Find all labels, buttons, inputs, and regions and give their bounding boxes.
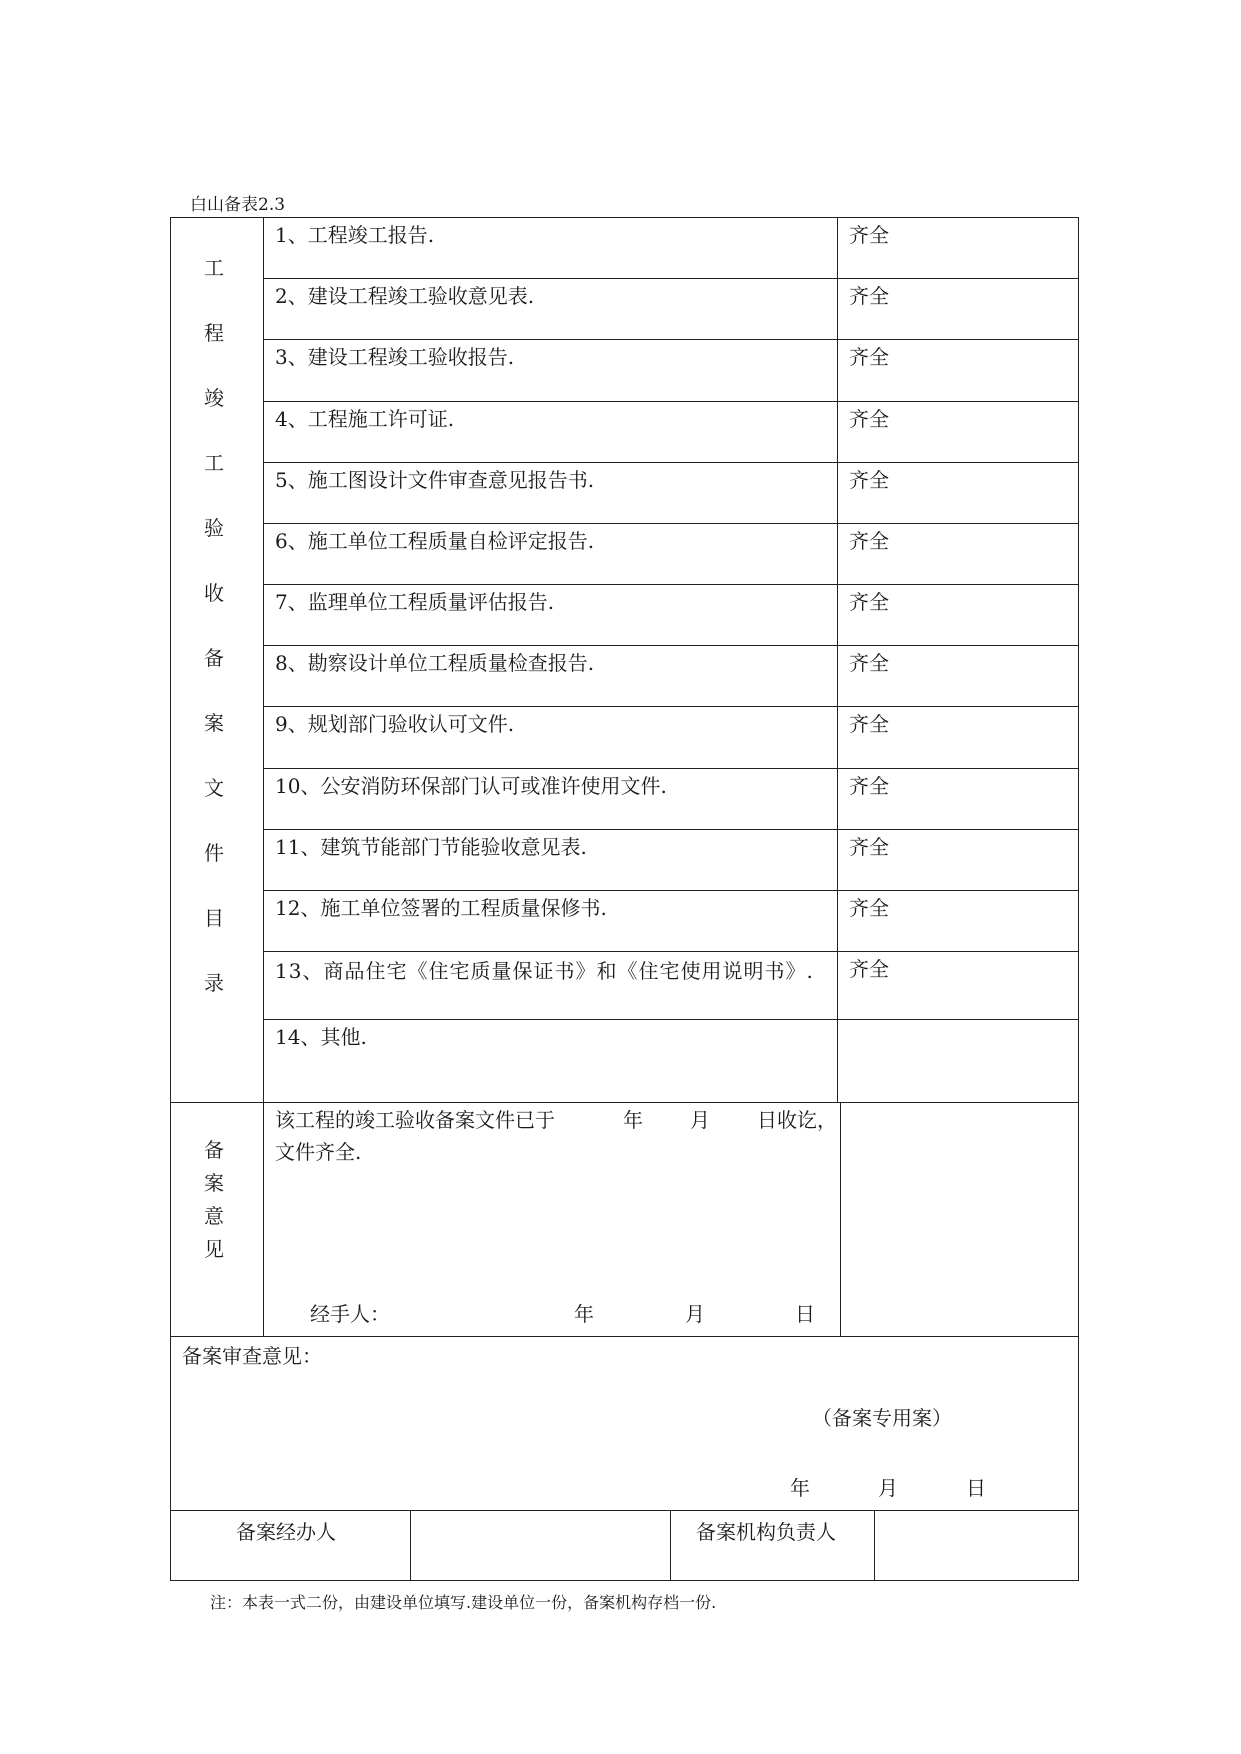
side-label-char: 程	[204, 321, 224, 345]
side-label-char: 工	[204, 451, 224, 475]
filing-handler-label: 备案经办人	[236, 1520, 336, 1544]
item-row-divider	[263, 462, 1079, 463]
side-label-char: 见	[204, 1237, 224, 1261]
statement-text: 文件齐全.	[275, 1140, 362, 1164]
statement-text: 该工程的竣工验收备案文件已于	[275, 1108, 555, 1132]
list-item: 9、规划部门验收认可文件.	[275, 712, 515, 736]
list-item: 3、建设工程竣工验收报告.	[275, 345, 515, 369]
item-row-divider	[263, 1019, 1079, 1020]
filing-head-label: 备案机构负责人	[696, 1520, 836, 1544]
list-item: 5、施工图设计文件审查意见报告书.	[275, 468, 595, 492]
sign-year: 年	[574, 1302, 594, 1326]
list-item: 10、公安消防环保部门认可或准许使用文件.	[275, 774, 667, 798]
item-row-divider	[263, 584, 1079, 585]
item-row-divider	[263, 339, 1079, 340]
status-value: 齐全	[849, 529, 889, 553]
list-item: 11、建筑节能部门节能验收意见表.	[275, 835, 587, 859]
list-item: 13、商品住宅《住宅质量保证书》和《住宅使用说明书》.	[275, 959, 814, 983]
item-row-divider	[263, 706, 1079, 707]
table-top-border	[170, 217, 1079, 218]
item-row-divider	[263, 890, 1079, 891]
review-opinion-title: 备案审查意见：	[182, 1344, 322, 1368]
side-label-char: 件	[204, 841, 224, 865]
side-label-char: 备	[204, 1138, 224, 1162]
signer-column-divider	[410, 1510, 411, 1581]
stamp-note: （备案专用案）	[812, 1406, 952, 1430]
status-value: 齐全	[849, 896, 889, 920]
side-label-char: 目	[204, 906, 224, 930]
list-item: 2、建设工程竣工验收意见表.	[275, 284, 535, 308]
section-divider	[170, 1336, 1079, 1337]
statement-day: 日收讫，	[757, 1108, 837, 1132]
status-value: 齐全	[849, 223, 889, 247]
list-item: 12、施工单位签署的工程质量保修书.	[275, 896, 607, 920]
section-divider	[170, 1102, 1079, 1103]
review-month: 月	[878, 1476, 898, 1500]
list-item: 14、其他.	[275, 1025, 367, 1049]
status-value: 齐全	[849, 957, 889, 981]
status-value: 齐全	[849, 835, 889, 859]
item-row-divider	[263, 768, 1079, 769]
status-value: 齐全	[849, 774, 889, 798]
opinion-column-divider	[840, 1102, 841, 1337]
signer-column-divider	[874, 1510, 875, 1581]
section-divider	[170, 1510, 1079, 1511]
item-row-divider	[263, 401, 1079, 402]
list-item: 8、勘察设计单位工程质量检查报告.	[275, 651, 595, 675]
item-row-divider	[263, 278, 1079, 279]
item-row-divider	[263, 523, 1079, 524]
table-bottom-border	[170, 1580, 1079, 1581]
item-row-divider	[263, 645, 1079, 646]
side-label-char: 验	[204, 516, 224, 540]
list-item: 4、工程施工许可证.	[275, 407, 455, 431]
side-label-char: 工	[204, 256, 224, 280]
table-right-border	[1078, 217, 1079, 1581]
sign-day: 日	[795, 1302, 815, 1326]
side-label-char: 竣	[204, 386, 224, 410]
side-label-char: 文	[204, 776, 224, 800]
item-row-divider	[263, 951, 1079, 952]
status-value: 齐全	[849, 468, 889, 492]
table-left-border	[170, 217, 171, 1581]
handler-label: 经手人：	[310, 1302, 390, 1326]
side-label-char: 收	[204, 581, 224, 605]
signer-column-divider	[670, 1510, 671, 1581]
label-column-divider	[263, 217, 264, 1337]
side-label-char: 备	[204, 646, 224, 670]
status-column-divider	[837, 217, 838, 1103]
list-item: 6、施工单位工程质量自检评定报告.	[275, 529, 595, 553]
review-year: 年	[790, 1476, 810, 1500]
form-number: 白山备表2.3	[190, 195, 286, 215]
review-day: 日	[966, 1476, 986, 1500]
sign-month: 月	[685, 1302, 705, 1326]
side-label-char: 案	[204, 1171, 224, 1195]
status-value: 齐全	[849, 712, 889, 736]
statement-year: 年	[623, 1108, 643, 1132]
list-item: 7、监理单位工程质量评估报告.	[275, 590, 555, 614]
status-value: 齐全	[849, 345, 889, 369]
list-item: 1、工程竣工报告.	[275, 223, 435, 247]
statement-month: 月	[690, 1108, 710, 1132]
footer-note: 注：本表一式二份，由建设单位填写.建设单位一份，备案机构存档一份.	[210, 1593, 717, 1612]
status-value: 齐全	[849, 407, 889, 431]
status-value: 齐全	[849, 590, 889, 614]
side-label-char: 录	[204, 971, 224, 995]
status-value: 齐全	[849, 284, 889, 308]
item-row-divider	[263, 829, 1079, 830]
side-label-char: 意	[204, 1204, 224, 1228]
side-label-char: 案	[204, 711, 224, 735]
status-value: 齐全	[849, 651, 889, 675]
